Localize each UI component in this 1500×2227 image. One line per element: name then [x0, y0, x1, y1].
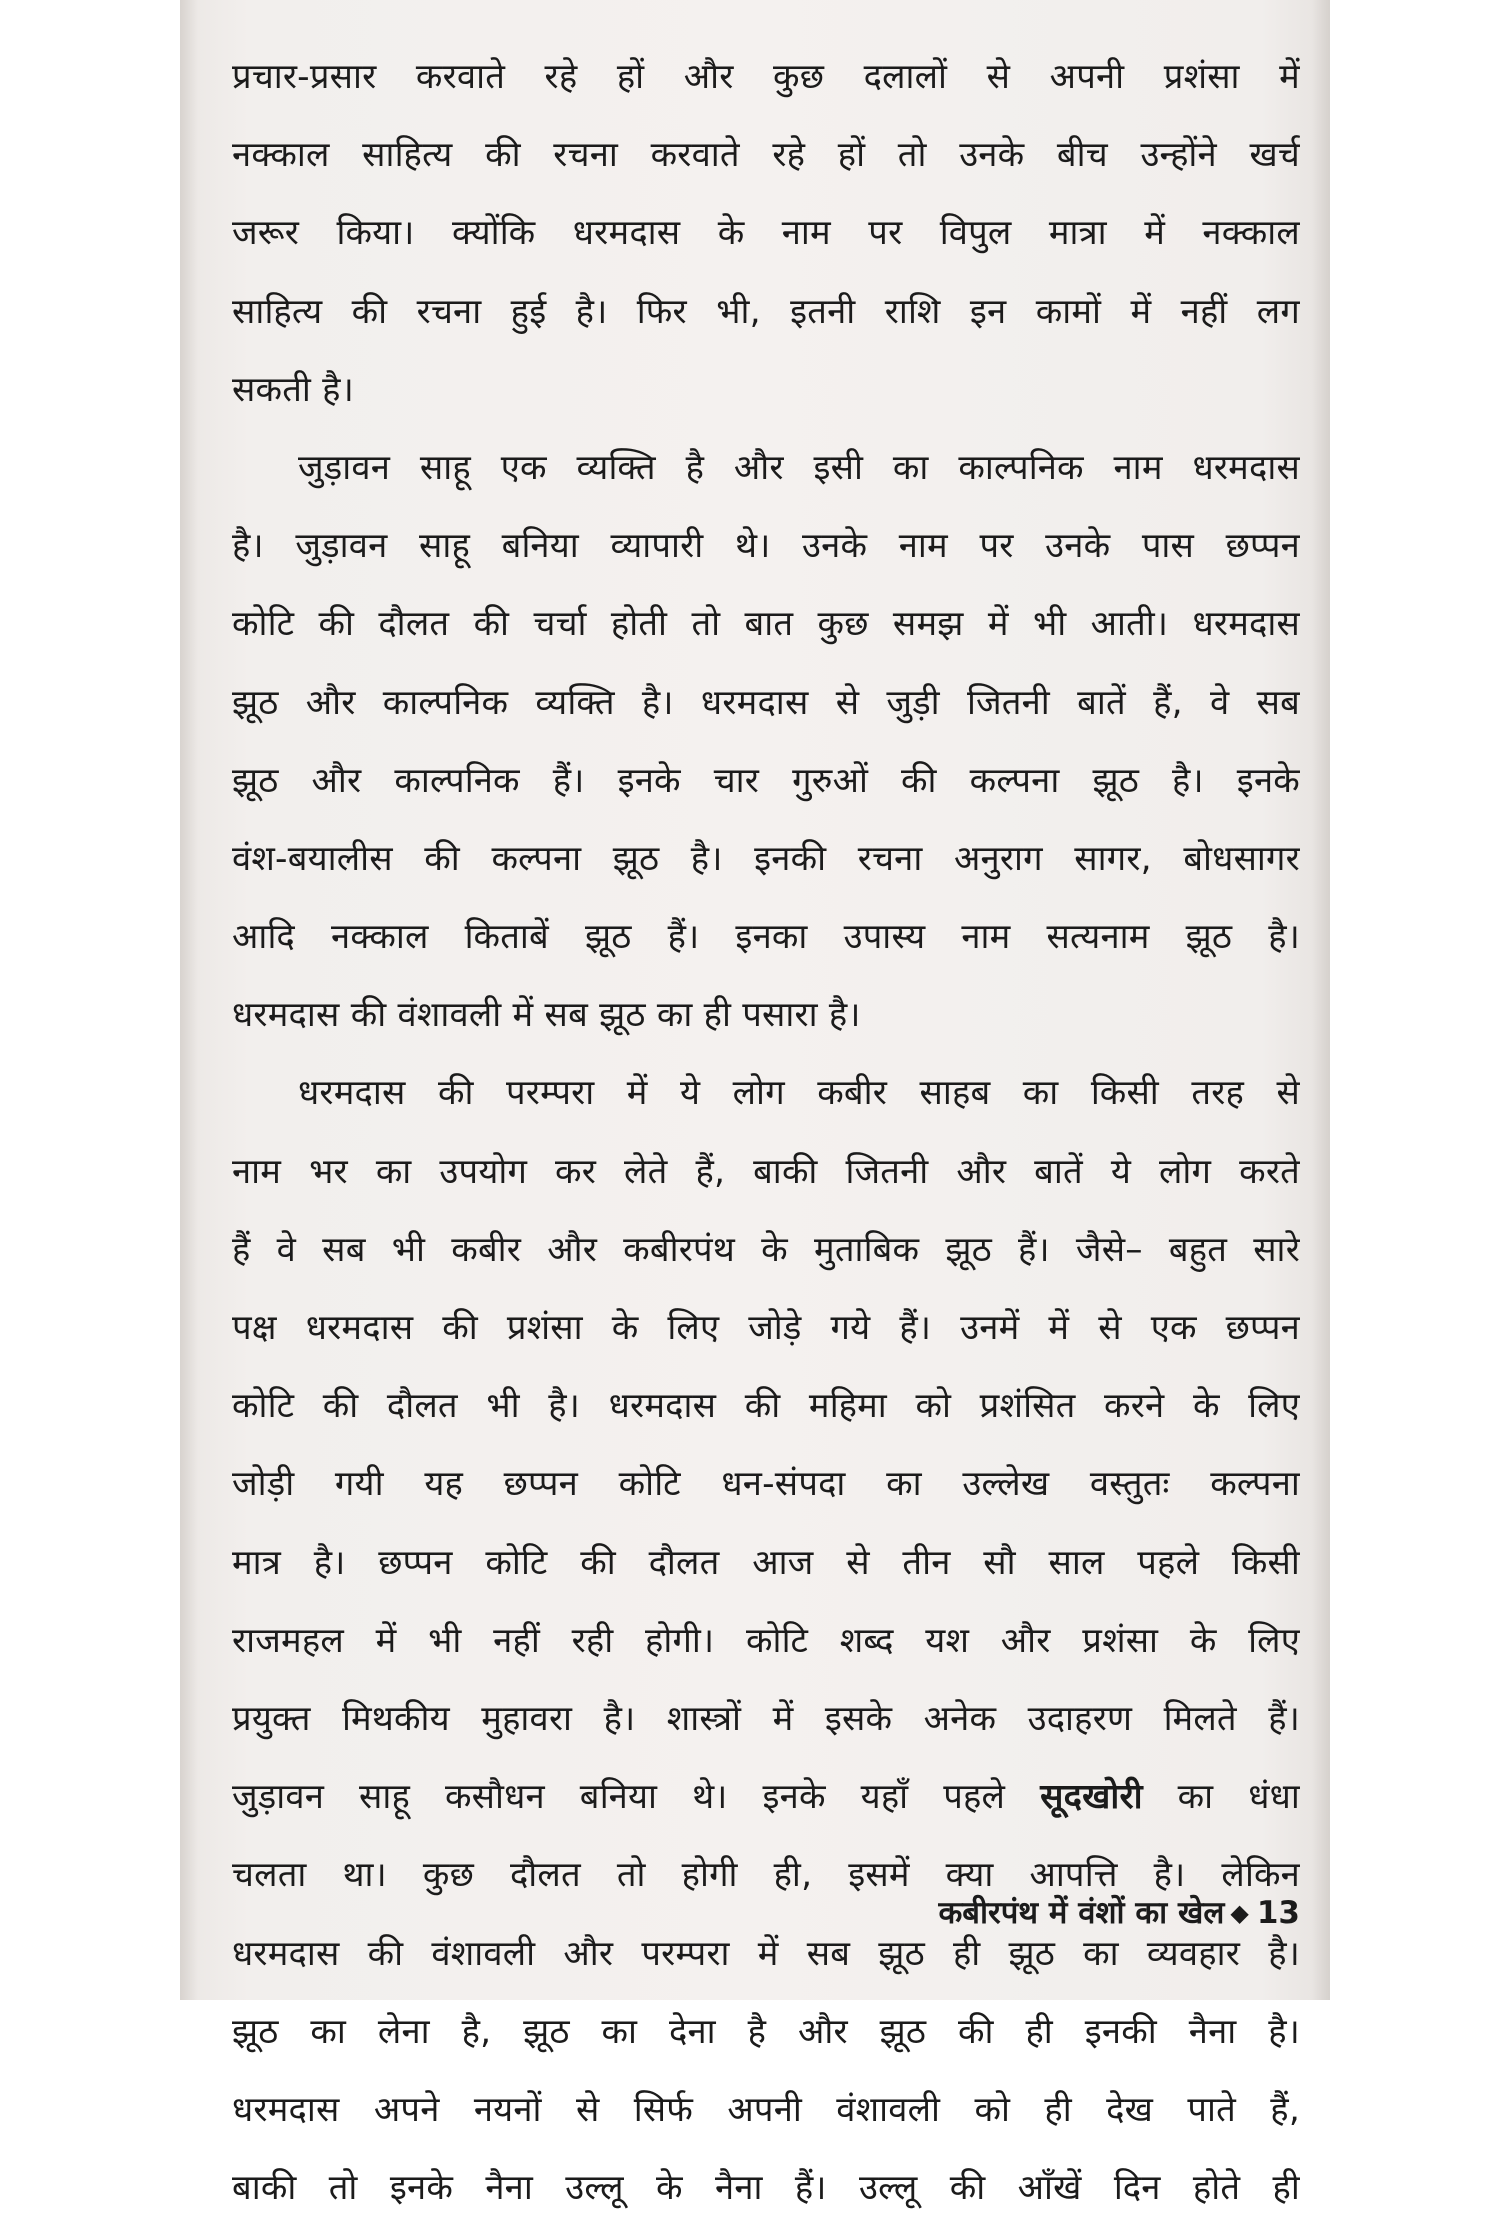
text-line: धरमदास की वंशावली और परम्परा में सब झूठ ही झूठ का व्यवहार है। [232, 1933, 1300, 1974]
text-line: प्रयुक्त मिथकीय मुहावरा है। शास्त्रों में इसके अनेक उदाहरण मिलते हैं। [232, 1698, 1300, 1739]
text-line: प्रचार-प्रसार करवाते रहे हों और कुछ दलालों से अपनी प्रशंसा में [232, 57, 1300, 97]
text-line: जरूर किया। क्योंकि धरमदास के नाम पर विपुल मात्रा में नक्काल [232, 213, 1300, 254]
text-line: वंश-बयालीस की कल्पना झूठ है। इनकी रचना अनुराग सागर, बोधसागर [232, 838, 1300, 879]
text-line: झूठ और काल्पनिक व्यक्ति है। धरमदास से जुड़ी जितनी बातें हैं, वे सब [232, 682, 1300, 723]
running-title: कबीरपंथ में वंशों का खेल [938, 1895, 1225, 1931]
text-line: सकती है। [232, 369, 354, 410]
page-footer [862, 1888, 1300, 1938]
text-line: हैं वे सब भी कबीर और कबीरपंथ के मुताबिक झूठ हैं। जैसे– बहुत सारे [232, 1229, 1300, 1270]
text-line: धरमदास की वंशावली में सब झूठ का ही पसारा है। [232, 995, 861, 1036]
text-line: झूठ और काल्पनिक हैं। इनके चार गुरुओं की कल्पना झूठ है। इनके [232, 760, 1300, 801]
diamond-separator-icon: ◆ [1230, 1899, 1249, 1927]
text-fragment: जुड़ावन साहू कसौधन बनिया थे। इनके यहाँ पहले [232, 1777, 1041, 1818]
text-line: कोटि की दौलत की चर्चा होती तो बात कुछ समझ में भी आती। धरमदास [232, 604, 1300, 645]
page-left-shadow [180, 0, 198, 2000]
page-number: 13 [1256, 1895, 1300, 1931]
text-line-with-emphasis [232, 1758, 1300, 1836]
text-line: बाकी तो इनके नैना उल्लू के नैना हैं। उल्लू की आँखें दिन होते ही [232, 2168, 1300, 2209]
paragraph-1 [232, 38, 1300, 429]
text-line: धरमदास की परम्परा में ये लोग कबीर साहब का किसी तरह से [298, 1073, 1300, 1114]
text-line: कोटि की दौलत भी है। धरमदास की महिमा को प्रशंसित करने के लिए [232, 1386, 1300, 1427]
text-line: धरमदास अपने नयनों से सिर्फ अपनी वंशावली को ही देख पाते हैं, [232, 2089, 1300, 2130]
text-line: झूठ का लेना है, झूठ का देना है और झूठ की ही इनकी नैना है। [232, 2011, 1300, 2052]
text-line: जोड़ी गयी यह छप्पन कोटि धन-संपदा का उल्लेख वस्तुतः कल्पना [232, 1464, 1300, 1505]
text-line: पक्ष धरमदास की प्रशंसा के लिए जोड़े गये हैं। उनमें में से एक छप्पन [232, 1308, 1300, 1348]
paragraph-3 [232, 1054, 1300, 2227]
text-line: नक्काल साहित्य की रचना करवाते रहे हों तो उनके बीच उन्होंने खर्च [232, 135, 1300, 176]
text-line: जुड़ावन साहू एक व्यक्ति है और इसी का काल्पनिक नाम धरमदास [298, 447, 1300, 488]
text-fragment: का धंधा [1142, 1777, 1300, 1818]
emphasized-word: सूदखोरी [1040, 1777, 1143, 1818]
text-line: है। जुड़ावन साहू बनिया व्यापारी थे। उनके नाम पर उनके पास छप्पन [232, 526, 1300, 567]
text-line: नाम भर का उपयोग कर लेते हैं, बाकी जितनी और बातें ये लोग करते [232, 1151, 1300, 1192]
text-line: आदि नक्काल किताबें झूठ हैं। इनका उपास्य नाम सत्यनाम झूठ है। [232, 917, 1300, 958]
paragraph-2 [232, 429, 1300, 1055]
text-line: मात्र है। छप्पन कोटि की दौलत आज से तीन सौ साल पहले किसी [232, 1542, 1300, 1583]
text-line: राजमहल में भी नहीं रही होगी। कोटि शब्द यश और प्रशंसा के लिए [232, 1620, 1300, 1661]
page-right-shadow [1312, 0, 1330, 2000]
text-line: साहित्य की रचना हुई है। फिर भी, इतनी राशि इन कामों में नहीं लग [232, 291, 1300, 332]
text-line: चलता था। कुछ दौलत तो होगी ही, इसमें क्या आपत्ति है। लेकिन [232, 1855, 1300, 1896]
